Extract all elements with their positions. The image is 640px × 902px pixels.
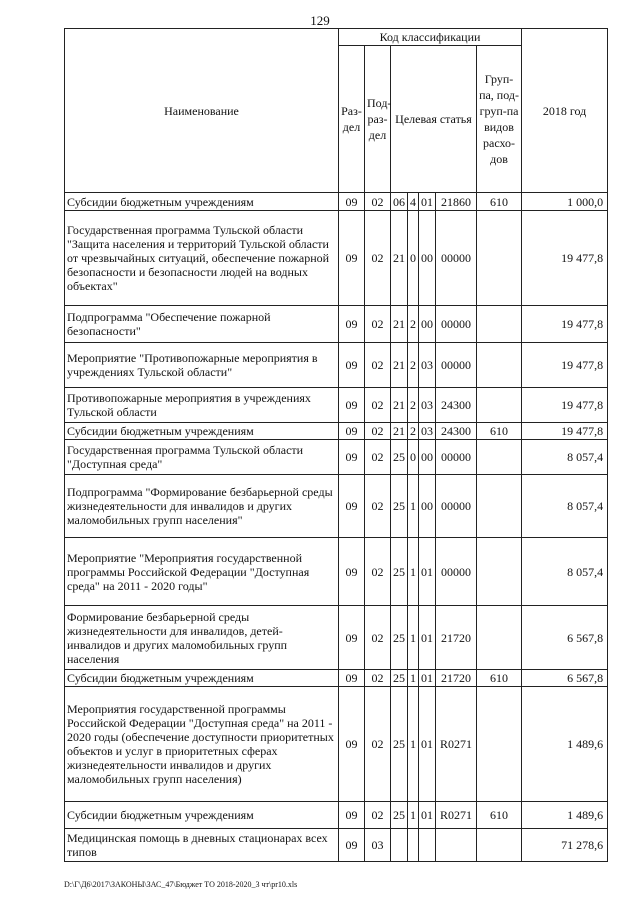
cell-amount: 8 057,4: [522, 475, 608, 538]
cell-cs3: [419, 829, 436, 862]
table-row: [65, 829, 608, 862]
cell-amount: 19 477,8: [522, 388, 608, 423]
cell-name: Государственная программа Тульской области "Доступная среда": [65, 440, 339, 475]
cell-razdel: 09: [339, 343, 365, 388]
cell-group: [477, 440, 522, 475]
header-year: 2018 год: [522, 29, 608, 193]
cell-cs1: 21: [391, 388, 408, 423]
header-subsection: Под-раз-дел: [365, 46, 391, 193]
cell-amount: 1 000,0: [522, 193, 608, 211]
cell-group: [477, 538, 522, 606]
cell-cs3: 03: [419, 423, 436, 440]
table-row: [65, 193, 608, 211]
cell-podrazdel: 02: [365, 306, 391, 343]
cell-cs2: 1: [408, 802, 419, 829]
cell-amount: 1 489,6: [522, 687, 608, 802]
cell-group: 610: [477, 423, 522, 440]
cell-cs2: 0: [408, 211, 419, 306]
cell-name: Противопожарные мероприятия в учреждениях Тульской области: [65, 388, 339, 423]
cell-cs3: 03: [419, 388, 436, 423]
cell-razdel: 09: [339, 475, 365, 538]
cell-cs3: 01: [419, 670, 436, 687]
cell-cs3: 01: [419, 193, 436, 211]
cell-group: [477, 687, 522, 802]
cell-cs4: 00000: [436, 475, 477, 538]
cell-cs3: 01: [419, 802, 436, 829]
cell-name: Мероприятия государственной программы Российской Федерации "Доступная среда" на 2011 - 2020 годы (обеспечение доступности приоритетных объектов и услуг в приоритетных сферах жизнедеятельности инвалидов и других маломобильных групп населения): [65, 687, 339, 802]
cell-cs4: R0271: [436, 802, 477, 829]
table-row: [65, 440, 608, 475]
cell-cs2: 4: [408, 193, 419, 211]
cell-group: 610: [477, 802, 522, 829]
cell-cs2: 1: [408, 606, 419, 670]
cell-amount: 19 477,8: [522, 423, 608, 440]
cell-cs3: 00: [419, 211, 436, 306]
cell-cs1: 21: [391, 306, 408, 343]
cell-podrazdel: 02: [365, 475, 391, 538]
cell-amount: 19 477,8: [522, 211, 608, 306]
cell-cs2: 0: [408, 440, 419, 475]
table-row: [65, 606, 608, 670]
cell-podrazdel: 02: [365, 670, 391, 687]
cell-group: [477, 829, 522, 862]
cell-cs1: 21: [391, 423, 408, 440]
cell-name: Мероприятие "Мероприятия государственной программы Российской Федерации "Доступная среда" на 2011 - 2020 годы": [65, 538, 339, 606]
table-row: [65, 343, 608, 388]
cell-cs1: 21: [391, 343, 408, 388]
cell-podrazdel: 02: [365, 606, 391, 670]
cell-podrazdel: 02: [365, 388, 391, 423]
cell-cs4: 00000: [436, 211, 477, 306]
cell-cs3: 03: [419, 343, 436, 388]
cell-cs4: 00000: [436, 343, 477, 388]
cell-razdel: 09: [339, 606, 365, 670]
cell-cs2: 1: [408, 670, 419, 687]
cell-razdel: 09: [339, 670, 365, 687]
cell-group: [477, 343, 522, 388]
cell-cs1: 25: [391, 802, 408, 829]
budget-table: [64, 28, 608, 862]
cell-razdel: 09: [339, 829, 365, 862]
cell-razdel: 09: [339, 193, 365, 211]
cell-razdel: 09: [339, 687, 365, 802]
cell-podrazdel: 02: [365, 802, 391, 829]
table-row: [65, 802, 608, 829]
cell-podrazdel: 02: [365, 440, 391, 475]
cell-cs1: 06: [391, 193, 408, 211]
cell-amount: 6 567,8: [522, 670, 608, 687]
cell-podrazdel: 03: [365, 829, 391, 862]
cell-podrazdel: 02: [365, 423, 391, 440]
cell-name: Субсидии бюджетным учреждениям: [65, 423, 339, 440]
cell-amount: 19 477,8: [522, 306, 608, 343]
cell-amount: 19 477,8: [522, 343, 608, 388]
cell-cs3: 01: [419, 538, 436, 606]
cell-name: Мероприятие "Противопожарные мероприятия в учреждениях Тульской области": [65, 343, 339, 388]
cell-cs4: R0271: [436, 687, 477, 802]
cell-name: Субсидии бюджетным учреждениям: [65, 802, 339, 829]
cell-cs3: 00: [419, 306, 436, 343]
cell-razdel: 09: [339, 423, 365, 440]
cell-podrazdel: 02: [365, 193, 391, 211]
cell-name: Медицинская помощь в дневных стационарах всех типов: [65, 829, 339, 862]
cell-amount: 6 567,8: [522, 606, 608, 670]
cell-cs3: 01: [419, 687, 436, 802]
cell-razdel: 09: [339, 440, 365, 475]
cell-group: [477, 475, 522, 538]
cell-group: [477, 388, 522, 423]
cell-group: [477, 306, 522, 343]
header-target-item: Целевая статья: [391, 46, 477, 193]
cell-cs1: 25: [391, 475, 408, 538]
cell-cs4: 21720: [436, 670, 477, 687]
cell-group: [477, 606, 522, 670]
cell-razdel: 09: [339, 388, 365, 423]
cell-podrazdel: 02: [365, 687, 391, 802]
cell-cs4: 00000: [436, 306, 477, 343]
table-row: [65, 687, 608, 802]
cell-cs1: 25: [391, 440, 408, 475]
header-group: Груп-па, под-груп-па видов расхо-дов: [477, 46, 522, 193]
cell-group: 610: [477, 670, 522, 687]
cell-cs1: 25: [391, 538, 408, 606]
cell-cs2: 2: [408, 388, 419, 423]
cell-amount: 8 057,4: [522, 538, 608, 606]
table-row: [65, 388, 608, 423]
cell-amount: 1 489,6: [522, 802, 608, 829]
cell-razdel: 09: [339, 211, 365, 306]
cell-cs4: 21860: [436, 193, 477, 211]
cell-cs1: 21: [391, 211, 408, 306]
cell-cs1: 25: [391, 687, 408, 802]
cell-name: Подпрограмма "Обеспечение пожарной безопасности": [65, 306, 339, 343]
page-number: 129: [310, 13, 330, 28]
table-row: [65, 670, 608, 687]
cell-cs3: 00: [419, 440, 436, 475]
cell-cs4: [436, 829, 477, 862]
table-body: [65, 193, 608, 862]
cell-cs3: 00: [419, 475, 436, 538]
cell-cs3: 01: [419, 606, 436, 670]
cell-group: [477, 211, 522, 306]
cell-name: Субсидии бюджетным учреждениям: [65, 193, 339, 211]
cell-cs2: [408, 829, 419, 862]
table-row: [65, 538, 608, 606]
cell-name: Государственная программа Тульской области "Защита населения и территорий Тульской области от чрезвычайных ситуаций, обеспечение пожарной безопасности и безопасности людей на водных объектах": [65, 211, 339, 306]
cell-podrazdel: 02: [365, 538, 391, 606]
cell-cs4: 00000: [436, 538, 477, 606]
footer-file-path: D:\Г\Д6\2017\ЗАКОНЫ\ЗАС_47\Бюджет ТО 2018-2020_3 чт\pr10.xls: [64, 880, 298, 889]
header-name: Наименование: [65, 29, 339, 193]
cell-razdel: 09: [339, 802, 365, 829]
cell-cs1: 25: [391, 606, 408, 670]
table-row: [65, 211, 608, 306]
cell-amount: 8 057,4: [522, 440, 608, 475]
cell-cs4: 24300: [436, 388, 477, 423]
cell-group: 610: [477, 193, 522, 211]
cell-amount: 71 278,6: [522, 829, 608, 862]
cell-cs4: 00000: [436, 440, 477, 475]
cell-cs2: 2: [408, 306, 419, 343]
cell-cs2: 1: [408, 475, 419, 538]
cell-name: Формирование безбарьерной среды жизнедеятельности для инвалидов, детей-инвалидов и других маломобильных групп населения: [65, 606, 339, 670]
table-row: [65, 306, 608, 343]
cell-cs1: [391, 829, 408, 862]
cell-cs2: 2: [408, 343, 419, 388]
cell-cs2: 2: [408, 423, 419, 440]
cell-razdel: 09: [339, 306, 365, 343]
cell-podrazdel: 02: [365, 343, 391, 388]
cell-cs4: 24300: [436, 423, 477, 440]
table-row: [65, 423, 608, 440]
cell-podrazdel: 02: [365, 211, 391, 306]
header-classification: Код классификации: [339, 29, 522, 46]
header-section: Раз-дел: [339, 46, 365, 193]
table-row: [65, 475, 608, 538]
cell-name: Субсидии бюджетным учреждениям: [65, 670, 339, 687]
cell-cs4: 21720: [436, 606, 477, 670]
cell-cs2: 1: [408, 538, 419, 606]
cell-cs2: 1: [408, 687, 419, 802]
cell-razdel: 09: [339, 538, 365, 606]
cell-cs1: 25: [391, 670, 408, 687]
cell-name: Подпрограмма "Формирование безбарьерной среды жизнедеятельности для инвалидов и других маломобильных групп населения": [65, 475, 339, 538]
